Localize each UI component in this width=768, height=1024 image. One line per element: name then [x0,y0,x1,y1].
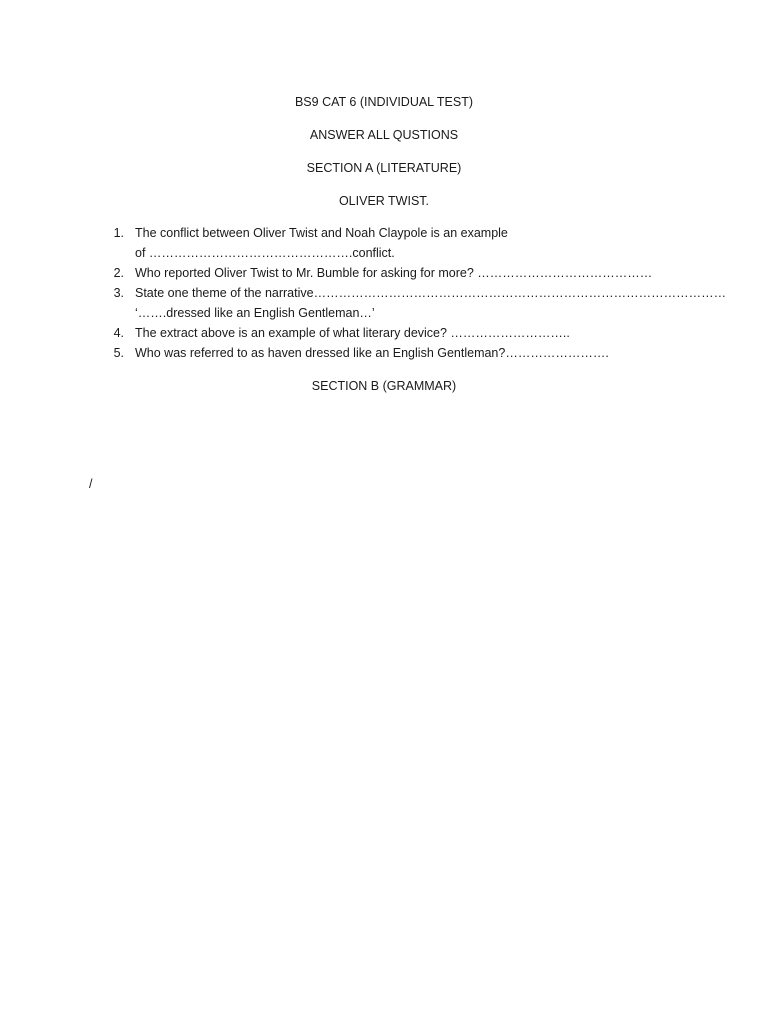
question-number: 4. [113,326,124,340]
extract-quote [100,305,700,325]
quoted-extract: ‘…….dressed like an English Gentleman…’ [135,306,375,320]
question-continuation: of ………………………………………….conflict. [135,246,395,260]
stray-slash-mark: / [89,477,93,491]
question-text: State one theme of the narrative……………………………………………………………………………………… [135,286,727,300]
question-text: Who was referred to as haven dressed like an English Gentleman?……………………. [135,346,609,360]
question-2 [100,265,700,285]
question-4 [100,325,700,345]
section-b-heading: SECTION B (GRAMMAR) [311,379,457,393]
question-list [100,225,727,365]
section-a-heading: SECTION A (LITERATURE) [306,161,462,175]
question-number: 3. [113,286,124,300]
instruction-line: ANSWER ALL QUSTIONS [309,128,459,142]
question-text: The extract above is an example of what literary device? ……………………….. [135,326,570,340]
question-number: 5. [113,346,124,360]
question-1 [100,225,700,245]
question-text: The conflict between Oliver Twist and Noah Claypole is an example [135,226,508,240]
test-title: BS9 CAT 6 (INDIVIDUAL TEST) [294,95,474,109]
book-title: OLIVER TWIST. [338,194,430,208]
question-number: 1. [113,226,124,240]
question-number: 2. [113,266,124,280]
question-3 [100,285,727,305]
question-5 [100,345,700,365]
question-1-continuation [100,245,700,265]
question-text: Who reported Oliver Twist to Mr. Bumble for asking for more? …………………………………… [135,266,653,280]
